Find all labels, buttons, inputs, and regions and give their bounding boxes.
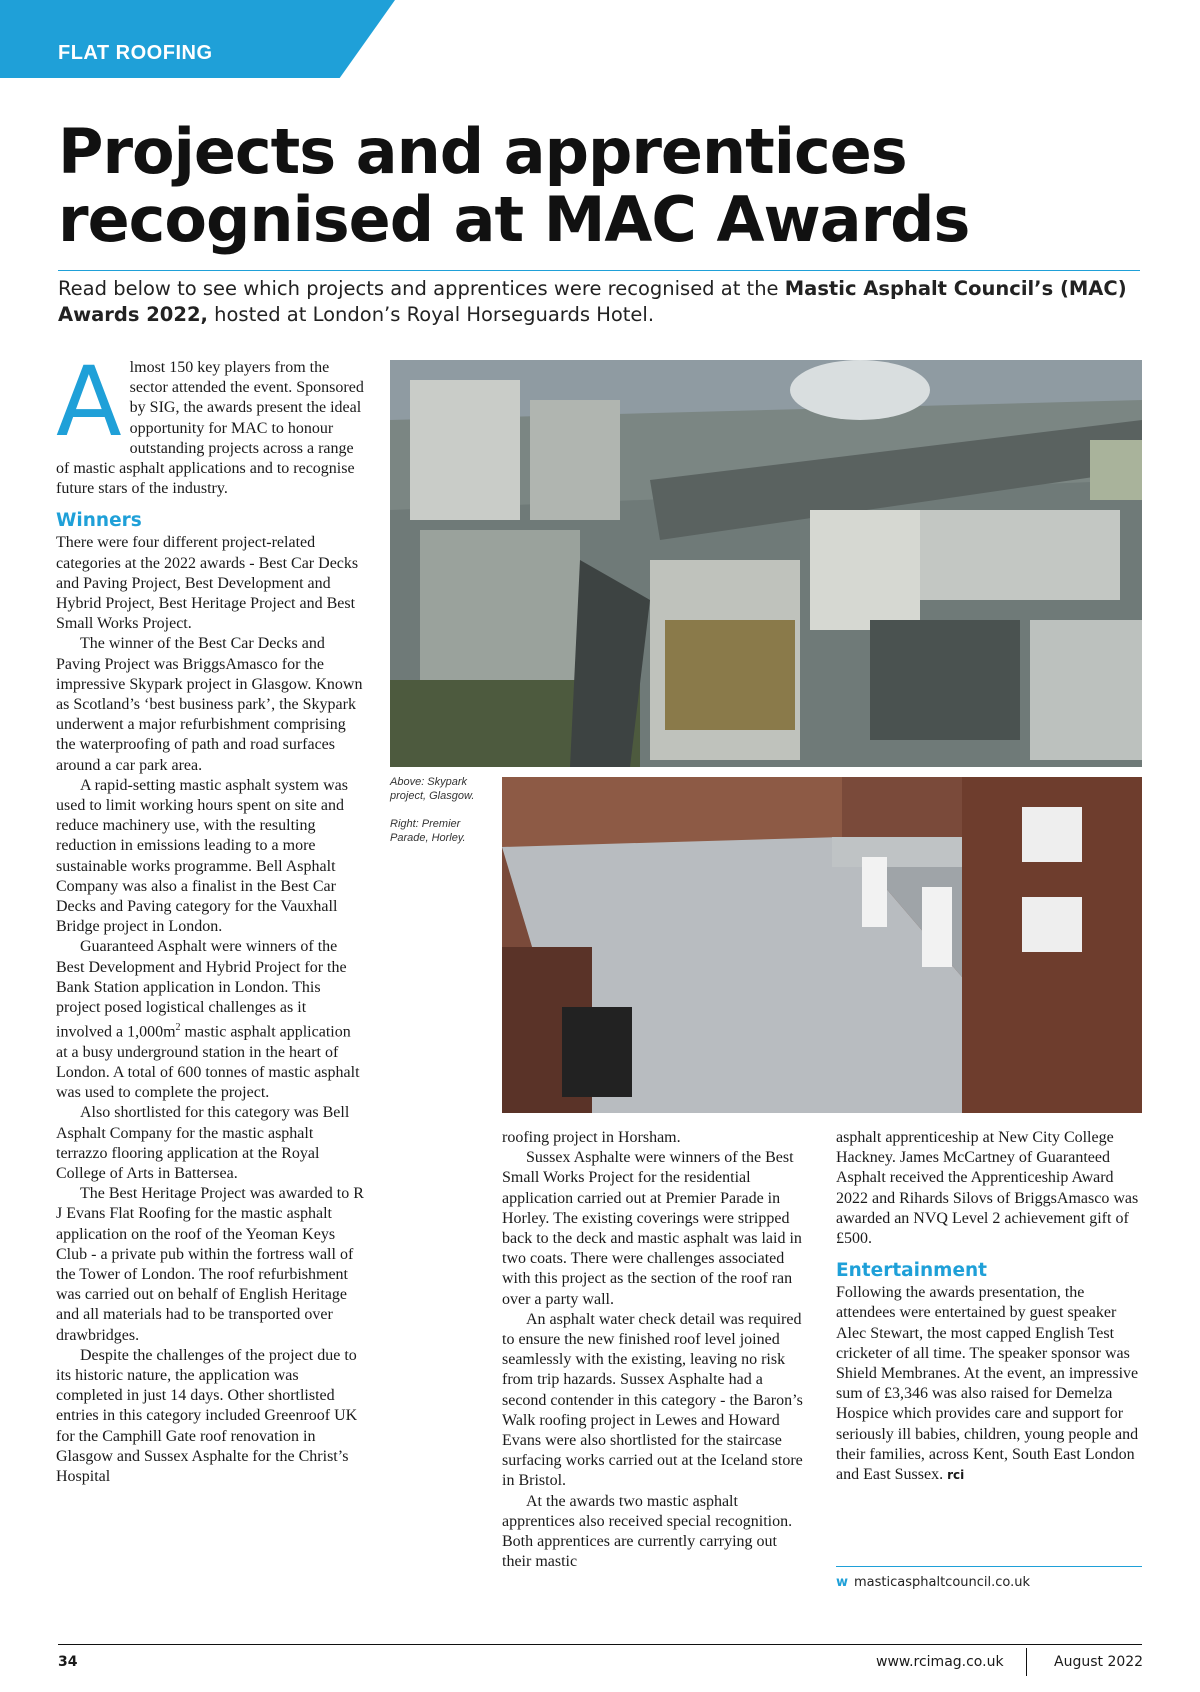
article-column-1 bbox=[56, 346, 366, 1487]
paragraph: A rapid-setting mastic asphalt system was used to limit working hours spent on site and reduce machinery use, with the resulting reduction in emissions leading to a more sustainable works programme. Bell Asphalt Company was also a finalist in the Best Car Decks and Paving category for the Vauxhall Bridge project in London. bbox=[56, 776, 348, 936]
paragraph: An asphalt water check detail was required to ensure the new finished roof level joined seamlessly with the existing, leaving no risk from trip hazards. Sussex Asphalte had a second contender in this category - the Baron’s Walk roofing project in Lewes and Howard Evans were also shortlisted for the staircase surfacing works carried out at the Iceland store in Bristol. bbox=[502, 1310, 803, 1490]
page-footer bbox=[0, 1648, 1200, 1678]
standfirst-pre: Read below to see which projects and apprentices were recognised at the bbox=[58, 277, 785, 300]
entertainment-heading: Entertainment bbox=[836, 1260, 987, 1282]
headline-line-1: Projects and apprentices bbox=[58, 115, 907, 188]
paragraph: Also shortlisted for this category was Bell Asphalt Company for the mastic asphalt terrazzo flooring application at the Royal College of Arts in Battersea. bbox=[56, 1104, 350, 1183]
article-column-3 bbox=[836, 1128, 1146, 1485]
weblink-rule bbox=[836, 1566, 1142, 1567]
paragraph: The winner of the Best Car Decks and Paving Project was BriggsAmasco for the impressive Skypark project in Glasgow. Known as Scotland’s ‘best business park’, the Skypark underwent a major refurbishment comprising the waterproofing of path and road surfaces around a car park area. bbox=[56, 635, 363, 774]
drop-cap: A bbox=[56, 346, 122, 458]
weblink[interactable] bbox=[836, 1575, 1030, 1590]
paragraph bbox=[56, 937, 366, 1103]
section-tab bbox=[0, 0, 395, 78]
superscript: 2 bbox=[175, 1022, 181, 1034]
article-column-2 bbox=[502, 1128, 810, 1572]
headline-line-2: recognised at MAC Awards bbox=[58, 183, 970, 256]
caption-right: Right: Premier Parade, Horley. bbox=[390, 818, 466, 844]
section-label: FLAT ROOFING bbox=[58, 42, 213, 64]
paragraph-text: Guaranteed Asphalt were winners of the Best Development and Hybrid Project for the Bank Station application in London. This project posed logistical challenges as it involved a 1,000m bbox=[56, 938, 347, 1041]
standfirst-post: hosted at London’s Royal Horseguards Hotel. bbox=[207, 303, 655, 326]
caption-above: Above: Skypark project, Glasgow. bbox=[390, 776, 475, 802]
footer-rule bbox=[58, 1644, 1142, 1645]
paragraph-text: mastic asphalt application at a busy underground station in the heart of London. A total of 600 tonnes of mastic asphalt was used to complete the project. bbox=[56, 1023, 360, 1102]
page-number: 34 bbox=[58, 1654, 78, 1670]
web-prefix: w bbox=[836, 1575, 849, 1590]
paragraph: roofing project in Horsham. bbox=[502, 1129, 681, 1146]
headline bbox=[58, 115, 1138, 256]
paragraph-text: Following the awards presentation, the attendees were entertained by guest speaker Alec Stewart, the most capped English Test cricketer of all time. The speaker sponsor was Shield Membranes. At the event, an impressive sum of £3,346 was also raised for Demelza Hospice which provides care and support for seriously ill babies, children, young people and their families, across Kent, South East London and East Sussex. bbox=[836, 1284, 1139, 1484]
skypark-aerial-photo bbox=[390, 360, 1142, 767]
paragraph: At the awards two mastic asphalt apprentices also received special recognition. Both apprentices are currently carrying out their mastic bbox=[502, 1492, 793, 1571]
photo-captions bbox=[390, 775, 500, 859]
footer-separator bbox=[1026, 1648, 1027, 1676]
footer-url[interactable]: www.rcimag.co.uk bbox=[876, 1654, 1004, 1670]
paragraph bbox=[836, 1283, 1146, 1485]
paragraph: The Best Heritage Project was awarded to R J Evans Flat Roofing for the mastic asphalt application on the roof of the Yeoman Keys Club - a private pub within the fortress wall of the Tower of London. The roof refurbishment was carried out on behalf of English Heritage and all materials had to be transported over drawbridges. bbox=[56, 1185, 364, 1344]
standfirst bbox=[58, 276, 1148, 328]
paragraph: Despite the challenges of the project due to its historic nature, the application was completed in just 14 days. Other shortlisted entries in this category included Greenroof UK for the Camphill Gate roof renovation in Glasgow and Sussex Asphalte for the Christ’s Hospital bbox=[56, 1346, 358, 1486]
rci-logo: rci bbox=[947, 1468, 965, 1483]
paragraph: asphalt apprenticeship at New City College Hackney. James McCartney of Guaranteed Asphalt received the Apprenticeship Award 2022 and Rihards Silovs of BriggsAmasco was awarded an NVQ Level 2 achievement gift of £500. bbox=[836, 1129, 1139, 1248]
web-url[interactable]: masticasphaltcouncil.co.uk bbox=[854, 1575, 1031, 1590]
intro-paragraph: lmost 150 key players from the sector attended the event. Sponsored by SIG, the awards present the ideal opportunity for MAC to honour outstanding projects across a range of mastic asphalt applications and to recognise future stars of the industry. bbox=[56, 359, 364, 498]
standfirst-rule bbox=[58, 270, 1140, 271]
standfirst-bold: Mastic Asphalt Council’s (MAC) Awards 2022, bbox=[58, 277, 1127, 326]
winners-heading: Winners bbox=[56, 510, 142, 532]
paragraph: Sussex Asphalte were winners of the Best Small Works Project for the residential application carried out at Premier Parade in Horley. The existing coverings were stripped back to the deck and mastic asphalt was laid in two coats. There were challenges associated with this project as the section of the roof ran over a party wall. bbox=[502, 1149, 802, 1308]
paragraph: There were four different project-related categories at the 2022 awards - Best Car Decks and Paving Project, Best Development and Hybrid Project, Best Heritage Project and Best Small Works Project. bbox=[56, 534, 359, 633]
footer-date: August 2022 bbox=[1054, 1654, 1144, 1670]
premier-parade-photo bbox=[502, 777, 1142, 1113]
